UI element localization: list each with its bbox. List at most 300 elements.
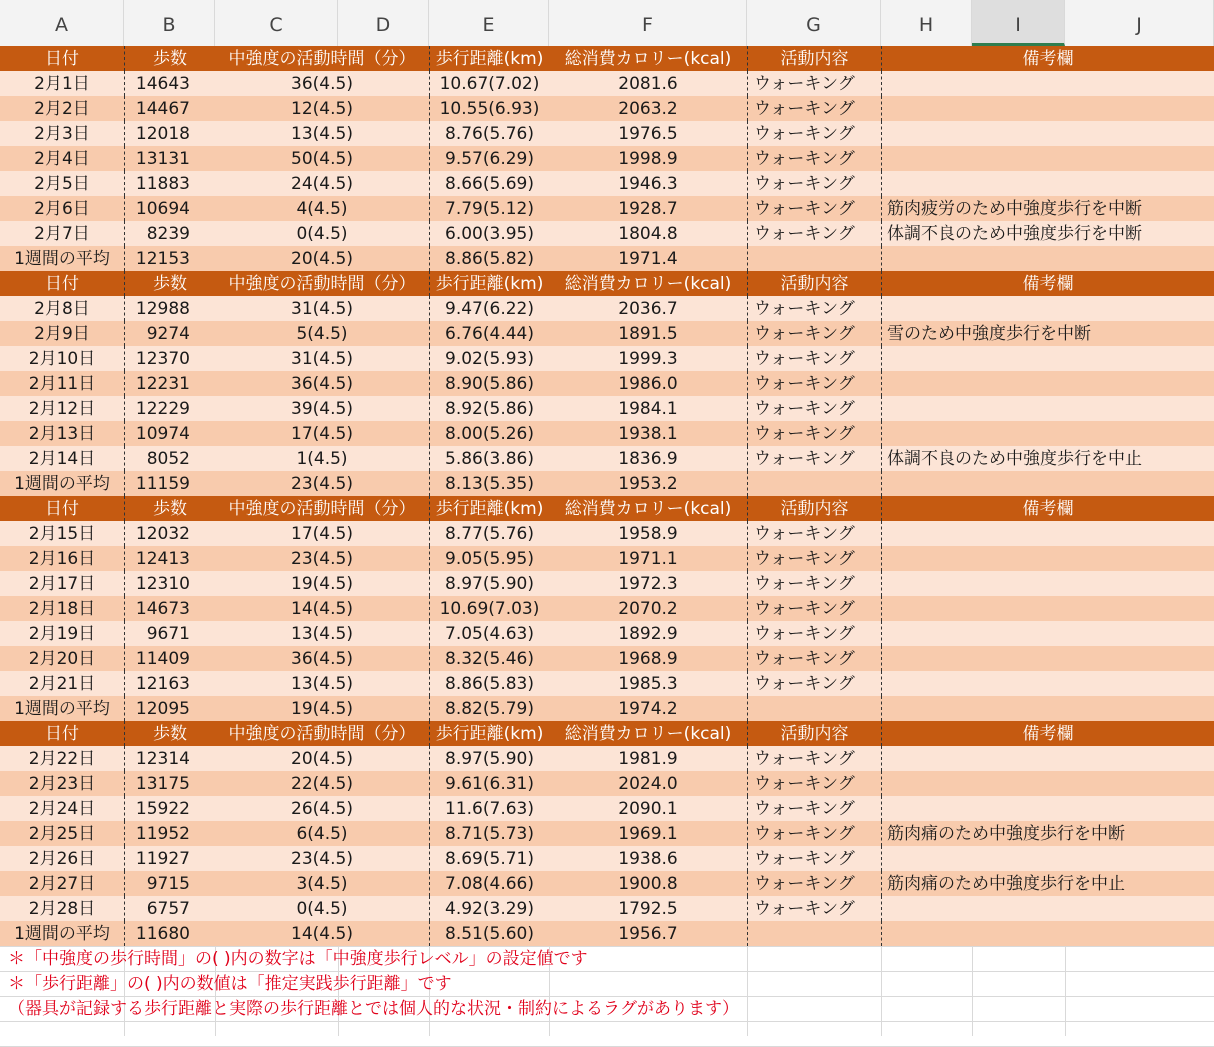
cell-date[interactable]: 2月6日 — [34, 199, 90, 219]
cell-distance[interactable]: 7.08(4.66) — [429, 871, 549, 896]
cell-distance[interactable]: 4.92(3.29) — [429, 896, 549, 921]
cell-steps[interactable]: 8052 — [124, 446, 215, 471]
cell-activity[interactable]: ウォーキング — [747, 396, 881, 421]
cell-steps[interactable]: 12314 — [124, 746, 215, 771]
table-row[interactable] — [0, 821, 1214, 846]
cell-calories[interactable]: 1956.7 — [618, 924, 678, 944]
cell-date[interactable]: 2月14日 — [28, 449, 96, 469]
cell-notes[interactable] — [881, 71, 1214, 96]
cell-steps[interactable]: 11159 — [124, 471, 215, 496]
cell-activity[interactable]: ウォーキング — [747, 621, 881, 646]
cell-activity[interactable]: 活動内容 — [747, 496, 881, 521]
cell-date[interactable]: 1週間の平均 — [14, 474, 110, 494]
cell-calories[interactable]: 1984.1 — [618, 399, 678, 419]
cell-steps[interactable]: 12229 — [124, 396, 215, 421]
cell-steps[interactable]: 歩数 — [124, 721, 215, 746]
cell-distance[interactable]: 8.71(5.73) — [429, 821, 549, 846]
cell-date[interactable]: 日付 — [45, 49, 79, 69]
cell-moderate[interactable]: 14(4.5) — [291, 599, 353, 619]
cell-steps[interactable]: 12153 — [124, 246, 215, 271]
table-row[interactable] — [0, 771, 1214, 796]
cell-distance[interactable]: 7.79(5.12) — [429, 196, 549, 221]
cell-steps[interactable]: 12095 — [124, 696, 215, 721]
table-row[interactable] — [0, 421, 1214, 446]
cell-distance[interactable]: 8.90(5.86) — [429, 371, 549, 396]
cell-steps[interactable]: 14467 — [124, 96, 215, 121]
table-header-row — [0, 721, 1214, 746]
cell-steps[interactable]: 12231 — [124, 371, 215, 396]
column-header-b[interactable]: B — [124, 0, 215, 46]
weekly-average-row[interactable] — [0, 921, 1214, 946]
cell-moderate[interactable]: 13(4.5) — [291, 624, 353, 644]
cell-notes[interactable] — [881, 771, 1214, 796]
cell-date[interactable]: 2月28日 — [28, 899, 96, 919]
cell-date[interactable]: 2月2日 — [34, 99, 90, 119]
cell-calories[interactable]: 1968.9 — [618, 649, 678, 669]
cell-notes[interactable] — [881, 896, 1214, 921]
column-header-h[interactable]: H — [881, 0, 972, 46]
cell-notes[interactable]: 体調不良のため中強度歩行を中止 — [881, 446, 1214, 471]
cell-moderate[interactable]: 26(4.5) — [291, 799, 353, 819]
cell-date[interactable]: 2月3日 — [34, 124, 90, 144]
table-header-row — [0, 271, 1214, 296]
cell-steps[interactable]: 11409 — [124, 646, 215, 671]
cell-steps[interactable]: 14673 — [124, 596, 215, 621]
cell-steps[interactable]: 12163 — [124, 671, 215, 696]
cell-calories[interactable]: 1958.9 — [618, 524, 678, 544]
cell-steps[interactable]: 12032 — [124, 521, 215, 546]
cell-steps[interactable]: 11927 — [124, 846, 215, 871]
cell-steps[interactable]: 11680 — [124, 921, 215, 946]
cell-distance[interactable]: 8.86(5.83) — [429, 671, 549, 696]
cell-date[interactable]: 2月13日 — [28, 424, 96, 444]
cell-date[interactable]: 2月27日 — [28, 874, 96, 894]
cell-calories[interactable]: 1804.8 — [618, 224, 678, 244]
cell-date[interactable]: 2月11日 — [28, 374, 96, 394]
cell-distance[interactable]: 8.82(5.79) — [429, 696, 549, 721]
cell-calories[interactable]: 2070.2 — [618, 599, 678, 619]
column-header-c[interactable]: C — [215, 0, 338, 46]
cell-distance[interactable]: 9.05(5.95) — [429, 546, 549, 571]
cell-moderate[interactable]: 23(4.5) — [291, 474, 353, 494]
cell-date[interactable]: 2月8日 — [34, 299, 90, 319]
cell-calories[interactable]: 2024.0 — [618, 774, 678, 794]
cell-moderate[interactable]: 39(4.5) — [291, 399, 353, 419]
cell-notes[interactable]: 筋肉疲労のため中強度歩行を中断 — [881, 196, 1214, 221]
cell-distance[interactable]: 7.05(4.63) — [429, 621, 549, 646]
cell-date[interactable]: 2月25日 — [28, 824, 96, 844]
cell-notes[interactable]: 体調不良のため中強度歩行を中断 — [881, 221, 1214, 246]
table-row[interactable] — [0, 171, 1214, 196]
cell-activity[interactable]: ウォーキング — [747, 821, 881, 846]
cell-activity[interactable]: ウォーキング — [747, 346, 881, 371]
cell-activity[interactable]: 活動内容 — [747, 721, 881, 746]
cell-activity[interactable] — [747, 921, 881, 946]
cell-notes[interactable] — [881, 471, 1214, 496]
cell-date[interactable]: 2月21日 — [28, 674, 96, 694]
cell-activity[interactable]: ウォーキング — [747, 371, 881, 396]
cell-calories[interactable]: 1972.3 — [618, 574, 678, 594]
cell-activity[interactable]: ウォーキング — [747, 446, 881, 471]
cell-notes[interactable] — [881, 171, 1214, 196]
cell-steps[interactable]: 9715 — [124, 871, 215, 896]
cell-moderate[interactable]: 36(4.5) — [291, 649, 353, 669]
cell-date[interactable]: 2月16日 — [28, 549, 96, 569]
table-row[interactable] — [0, 371, 1214, 396]
cell-date[interactable]: 2月10日 — [28, 349, 96, 369]
cell-activity[interactable]: ウォーキング — [747, 96, 881, 121]
column-header-e[interactable]: E — [429, 0, 549, 46]
cell-moderate[interactable]: 19(4.5) — [291, 699, 353, 719]
cell-notes[interactable]: 筋肉痛のため中強度歩行を中断 — [881, 821, 1214, 846]
cell-date[interactable]: 2月7日 — [34, 224, 90, 244]
cell-calories[interactable]: 1836.9 — [618, 449, 678, 469]
cell-moderate[interactable]: 36(4.5) — [291, 74, 353, 94]
cell-activity[interactable]: ウォーキング — [747, 146, 881, 171]
cell-steps[interactable]: 13175 — [124, 771, 215, 796]
cell-notes[interactable]: 備考欄 — [881, 46, 1214, 71]
cell-activity[interactable]: ウォーキング — [747, 546, 881, 571]
table-row[interactable] — [0, 346, 1214, 371]
cell-activity[interactable]: ウォーキング — [747, 596, 881, 621]
table-row[interactable] — [0, 521, 1214, 546]
cell-distance[interactable]: 9.47(6.22) — [429, 296, 549, 321]
table-row[interactable] — [0, 871, 1214, 896]
cell-moderate[interactable]: 6(4.5) — [296, 824, 348, 844]
cell-moderate[interactable]: 0(4.5) — [296, 224, 348, 244]
table-row[interactable] — [0, 321, 1214, 346]
cell-steps[interactable]: 14643 — [124, 71, 215, 96]
cell-distance[interactable]: 8.92(5.86) — [429, 396, 549, 421]
cell-date[interactable]: 1週間の平均 — [14, 699, 110, 719]
cell-moderate[interactable]: 14(4.5) — [291, 924, 353, 944]
cell-date[interactable]: 2月22日 — [28, 749, 96, 769]
cell-moderate[interactable]: 36(4.5) — [291, 374, 353, 394]
table-row[interactable] — [0, 196, 1214, 221]
table-row[interactable] — [0, 96, 1214, 121]
cell-activity[interactable]: ウォーキング — [747, 771, 881, 796]
cell-date[interactable]: 日付 — [45, 499, 79, 519]
cell-activity[interactable]: ウォーキング — [747, 221, 881, 246]
table-row[interactable] — [0, 146, 1214, 171]
table-row[interactable] — [0, 71, 1214, 96]
cell-steps[interactable]: 12413 — [124, 546, 215, 571]
cell-date[interactable]: 2月18日 — [28, 599, 96, 619]
cell-distance[interactable]: 9.57(6.29) — [429, 146, 549, 171]
cell-notes[interactable] — [881, 696, 1214, 721]
cell-distance[interactable]: 5.86(3.86) — [429, 446, 549, 471]
cell-notes[interactable] — [881, 571, 1214, 596]
table-row[interactable] — [0, 896, 1214, 921]
cell-steps[interactable]: 6757 — [124, 896, 215, 921]
cell-calories[interactable]: 総消費カロリー(kcal) — [564, 724, 732, 744]
cell-calories[interactable]: 1971.1 — [618, 549, 678, 569]
cell-moderate[interactable]: 23(4.5) — [291, 549, 353, 569]
cell-distance[interactable]: 8.97(5.90) — [429, 571, 549, 596]
table-row[interactable] — [0, 846, 1214, 871]
cell-date[interactable]: 2月9日 — [34, 324, 90, 344]
table-row[interactable] — [0, 796, 1214, 821]
cell-activity[interactable]: ウォーキング — [747, 121, 881, 146]
cell-notes[interactable] — [881, 546, 1214, 571]
cell-calories[interactable]: 1892.9 — [618, 624, 678, 644]
table-row[interactable] — [0, 296, 1214, 321]
cell-notes[interactable] — [881, 596, 1214, 621]
cell-moderate[interactable]: 23(4.5) — [291, 849, 353, 869]
cell-steps[interactable]: 10974 — [124, 421, 215, 446]
cell-moderate[interactable]: 20(4.5) — [291, 249, 353, 269]
cell-calories[interactable]: 1938.1 — [618, 424, 678, 444]
cell-calories[interactable]: 1974.2 — [618, 699, 678, 719]
column-header-a[interactable]: A — [0, 0, 124, 46]
cell-activity[interactable]: ウォーキング — [747, 646, 881, 671]
cell-activity[interactable]: ウォーキング — [747, 746, 881, 771]
cell-notes[interactable] — [881, 621, 1214, 646]
cell-notes[interactable] — [881, 421, 1214, 446]
cell-date[interactable]: 2月23日 — [28, 774, 96, 794]
cell-calories[interactable]: 2036.7 — [618, 299, 678, 319]
cell-moderate[interactable]: 中強度の活動時間（分） — [228, 274, 416, 294]
cell-distance[interactable]: 8.86(5.82) — [429, 246, 549, 271]
cell-date[interactable]: 日付 — [45, 724, 79, 744]
table-row[interactable] — [0, 446, 1214, 471]
cell-activity[interactable]: ウォーキング — [747, 846, 881, 871]
cell-activity[interactable]: ウォーキング — [747, 871, 881, 896]
table-row[interactable] — [0, 221, 1214, 246]
table-row[interactable] — [0, 546, 1214, 571]
cell-notes[interactable]: 備考欄 — [881, 271, 1214, 296]
cell-steps[interactable]: 12988 — [124, 296, 215, 321]
table-row[interactable] — [0, 746, 1214, 771]
cell-activity[interactable]: ウォーキング — [747, 671, 881, 696]
cell-moderate[interactable]: 13(4.5) — [291, 674, 353, 694]
cell-moderate[interactable]: 中強度の活動時間（分） — [228, 724, 416, 744]
cell-activity[interactable]: ウォーキング — [747, 171, 881, 196]
column-header-i[interactable]: I — [972, 0, 1065, 46]
table-row[interactable] — [0, 646, 1214, 671]
cell-notes[interactable] — [881, 846, 1214, 871]
table-row[interactable] — [0, 621, 1214, 646]
cell-date[interactable]: 2月24日 — [28, 799, 96, 819]
cell-distance[interactable]: 8.13(5.35) — [429, 471, 549, 496]
cell-activity[interactable]: ウォーキング — [747, 296, 881, 321]
cell-steps[interactable]: 12370 — [124, 346, 215, 371]
cell-date[interactable]: 2月15日 — [28, 524, 96, 544]
cell-activity[interactable]: 活動内容 — [747, 46, 881, 71]
cell-distance[interactable]: 10.69(7.03) — [429, 596, 549, 621]
cell-notes[interactable] — [881, 521, 1214, 546]
cell-notes[interactable]: 備考欄 — [881, 496, 1214, 521]
cell-distance[interactable]: 歩行距離(km) — [429, 721, 549, 746]
table-row[interactable] — [0, 571, 1214, 596]
weekly-average-row[interactable] — [0, 696, 1214, 721]
cell-date[interactable]: 2月12日 — [28, 399, 96, 419]
weekly-average-row[interactable] — [0, 471, 1214, 496]
cell-activity[interactable]: ウォーキング — [747, 71, 881, 96]
cell-activity[interactable] — [747, 471, 881, 496]
cell-date[interactable]: 2月26日 — [28, 849, 96, 869]
cell-activity[interactable]: ウォーキング — [747, 571, 881, 596]
cell-distance[interactable]: 11.6(7.63) — [429, 796, 549, 821]
cell-calories[interactable]: 1998.9 — [618, 149, 678, 169]
cell-distance[interactable]: 歩行距離(km) — [429, 496, 549, 521]
cell-moderate[interactable]: 19(4.5) — [291, 574, 353, 594]
cell-distance[interactable]: 8.97(5.90) — [429, 746, 549, 771]
cell-notes[interactable] — [881, 646, 1214, 671]
cell-notes[interactable] — [881, 346, 1214, 371]
cell-notes[interactable] — [881, 121, 1214, 146]
weekly-average-row[interactable] — [0, 246, 1214, 271]
cell-distance[interactable]: 10.55(6.93) — [429, 96, 549, 121]
cell-calories[interactable]: 1971.4 — [618, 249, 678, 269]
cell-calories[interactable]: 2090.1 — [618, 799, 678, 819]
cell-notes[interactable] — [881, 796, 1214, 821]
cell-date[interactable]: 2月20日 — [28, 649, 96, 669]
column-header-d[interactable]: D — [338, 0, 429, 46]
cell-steps[interactable]: 8239 — [124, 221, 215, 246]
column-header-f[interactable]: F — [549, 0, 747, 46]
cell-distance[interactable]: 8.76(5.76) — [429, 121, 549, 146]
cell-calories[interactable]: 2063.2 — [618, 99, 678, 119]
cell-distance[interactable]: 9.02(5.93) — [429, 346, 549, 371]
cell-distance[interactable]: 8.32(5.46) — [429, 646, 549, 671]
cell-calories[interactable]: 2081.6 — [618, 74, 678, 94]
cell-notes[interactable] — [881, 746, 1214, 771]
cell-steps[interactable]: 10694 — [124, 196, 215, 221]
cell-date[interactable]: 2月17日 — [28, 574, 96, 594]
cell-calories[interactable]: 1891.5 — [618, 324, 678, 344]
cell-notes[interactable] — [881, 396, 1214, 421]
cell-calories[interactable]: 総消費カロリー(kcal) — [564, 274, 732, 294]
cell-notes[interactable] — [881, 371, 1214, 396]
cell-steps[interactable]: 11883 — [124, 171, 215, 196]
cell-notes[interactable] — [881, 146, 1214, 171]
cell-steps[interactable]: 12018 — [124, 121, 215, 146]
cell-steps[interactable]: 歩数 — [124, 496, 215, 521]
cell-activity[interactable] — [747, 696, 881, 721]
cell-distance[interactable]: 8.00(5.26) — [429, 421, 549, 446]
cell-date[interactable]: 2月5日 — [34, 174, 90, 194]
footnote-text: （器具が記録する歩行距離と実際の歩行距離とでは個人的な状況・制約によるラグがあります） — [8, 999, 739, 1019]
footnote-text: ＊「歩行距離」の( )内の数値は「推定実践歩行距離」です — [8, 974, 452, 994]
cell-steps[interactable]: 歩数 — [124, 271, 215, 296]
table-row[interactable] — [0, 671, 1214, 696]
cell-moderate[interactable]: 22(4.5) — [291, 774, 353, 794]
cell-calories[interactable]: 1946.3 — [618, 174, 678, 194]
cell-distance[interactable]: 6.76(4.44) — [429, 321, 549, 346]
cell-moderate[interactable]: 50(4.5) — [291, 149, 353, 169]
cell-steps[interactable]: 歩数 — [124, 46, 215, 71]
cell-steps[interactable]: 12310 — [124, 571, 215, 596]
cell-date[interactable]: 2月19日 — [28, 624, 96, 644]
cell-moderate[interactable]: 20(4.5) — [291, 749, 353, 769]
cell-moderate[interactable]: 0(4.5) — [296, 899, 348, 919]
column-header-j[interactable]: J — [1065, 0, 1214, 46]
cell-moderate[interactable]: 13(4.5) — [291, 124, 353, 144]
cell-moderate[interactable]: 1(4.5) — [296, 449, 348, 469]
cell-moderate[interactable]: 31(4.5) — [291, 349, 353, 369]
column-header-g[interactable]: G — [747, 0, 881, 46]
cell-calories[interactable]: 1999.3 — [618, 349, 678, 369]
cell-calories[interactable]: 1938.6 — [618, 849, 678, 869]
cell-activity[interactable]: ウォーキング — [747, 421, 881, 446]
cell-notes[interactable]: 備考欄 — [881, 721, 1214, 746]
cell-activity[interactable]: ウォーキング — [747, 796, 881, 821]
cell-date[interactable]: 日付 — [45, 274, 79, 294]
cell-calories[interactable]: 1969.1 — [618, 824, 678, 844]
cell-moderate[interactable]: 中強度の活動時間（分） — [228, 499, 416, 519]
cell-distance[interactable]: 6.00(3.95) — [429, 221, 549, 246]
cell-activity[interactable]: ウォーキング — [747, 521, 881, 546]
cell-moderate[interactable]: 24(4.5) — [291, 174, 353, 194]
cell-moderate[interactable]: 17(4.5) — [291, 424, 353, 444]
cell-notes[interactable] — [881, 246, 1214, 271]
cell-distance[interactable]: 8.77(5.76) — [429, 521, 549, 546]
cell-calories[interactable]: 1976.5 — [618, 124, 678, 144]
cell-calories[interactable]: 1792.5 — [618, 899, 678, 919]
cell-activity[interactable] — [747, 246, 881, 271]
cell-date[interactable]: 2月1日 — [34, 74, 90, 94]
cell-notes[interactable] — [881, 296, 1214, 321]
cell-activity[interactable]: ウォーキング — [747, 896, 881, 921]
cell-notes[interactable] — [881, 96, 1214, 121]
footnote-row — [0, 996, 1214, 1021]
cell-date[interactable]: 2月4日 — [34, 149, 90, 169]
cell-notes[interactable] — [881, 921, 1214, 946]
gridline — [0, 1021, 1214, 1022]
table-row[interactable] — [0, 121, 1214, 146]
cell-notes[interactable]: 筋肉痛のため中強度歩行を中止 — [881, 871, 1214, 896]
cell-date[interactable]: 1週間の平均 — [14, 249, 110, 269]
cell-moderate[interactable]: 12(4.5) — [291, 99, 353, 119]
cell-moderate[interactable]: 3(4.5) — [296, 874, 348, 894]
cell-steps[interactable]: 9274 — [124, 321, 215, 346]
cell-calories[interactable]: 総消費カロリー(kcal) — [564, 49, 732, 69]
cell-distance[interactable]: 8.69(5.71) — [429, 846, 549, 871]
cell-moderate[interactable]: 中強度の活動時間（分） — [228, 49, 416, 69]
table-row[interactable] — [0, 396, 1214, 421]
cell-date[interactable]: 1週間の平均 — [14, 924, 110, 944]
cell-activity[interactable]: 活動内容 — [747, 271, 881, 296]
cell-steps[interactable]: 9671 — [124, 621, 215, 646]
cell-activity[interactable]: ウォーキング — [747, 321, 881, 346]
cell-notes[interactable]: 雪のため中強度歩行を中断 — [881, 321, 1214, 346]
cell-distance[interactable]: 8.66(5.69) — [429, 171, 549, 196]
cell-calories[interactable]: 1985.3 — [618, 674, 678, 694]
cell-activity[interactable]: ウォーキング — [747, 196, 881, 221]
cell-calories[interactable]: 1953.2 — [618, 474, 678, 494]
cell-calories[interactable]: 1900.8 — [618, 874, 678, 894]
cell-distance[interactable]: 9.61(6.31) — [429, 771, 549, 796]
cell-distance[interactable]: 10.67(7.02) — [429, 71, 549, 96]
cell-distance[interactable]: 8.51(5.60) — [429, 921, 549, 946]
cell-steps[interactable]: 15922 — [124, 796, 215, 821]
cell-steps[interactable]: 11952 — [124, 821, 215, 846]
cell-distance[interactable]: 歩行距離(km) — [429, 46, 549, 71]
cell-notes[interactable] — [881, 671, 1214, 696]
cell-calories[interactable]: 1981.9 — [618, 749, 678, 769]
cell-calories[interactable]: 1928.7 — [618, 199, 678, 219]
cell-moderate[interactable]: 5(4.5) — [296, 324, 348, 344]
cell-calories[interactable]: 1986.0 — [618, 374, 678, 394]
table-row[interactable] — [0, 596, 1214, 621]
cell-moderate[interactable]: 31(4.5) — [291, 299, 353, 319]
cell-moderate[interactable]: 17(4.5) — [291, 524, 353, 544]
cell-steps[interactable]: 13131 — [124, 146, 215, 171]
cell-distance[interactable]: 歩行距離(km) — [429, 271, 549, 296]
cell-moderate[interactable]: 4(4.5) — [296, 199, 348, 219]
cell-calories[interactable]: 総消費カロリー(kcal) — [564, 499, 732, 519]
